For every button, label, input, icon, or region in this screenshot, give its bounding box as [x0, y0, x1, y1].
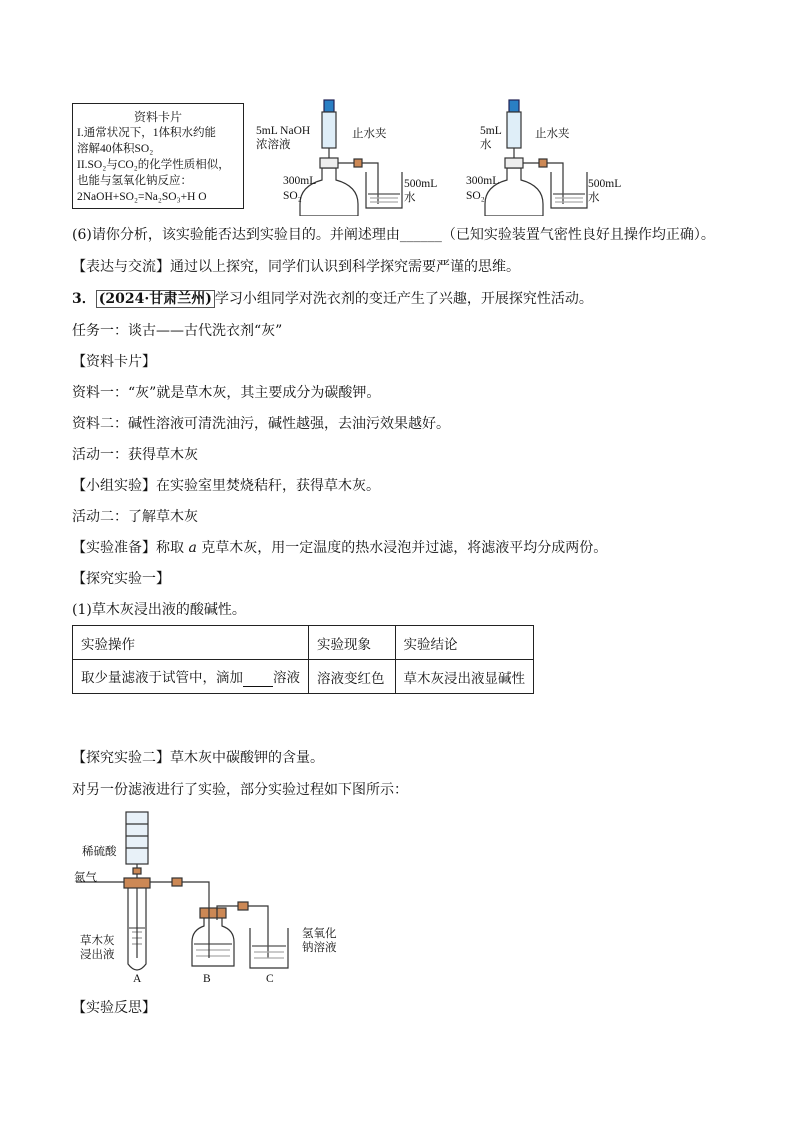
- naoh-solution-label-2: 钠溶液: [302, 942, 337, 954]
- naoh-solution-label: 氢氧化: [302, 928, 337, 940]
- question-3: [72, 290, 593, 308]
- question-source: (2024·甘肃兰州): [96, 290, 215, 308]
- operation-text-a: 取少量滤液于试管中，滴加: [81, 670, 243, 686]
- ash-solution-label-2: 浸出液: [80, 949, 115, 961]
- label-c: C: [266, 973, 274, 985]
- resource-card-line: 溶解40体积SO₂: [77, 143, 154, 155]
- resource-card-title: 资料卡片: [133, 110, 182, 124]
- task-1: 任务一：谈古——古代洗衣剂“灰”: [72, 323, 283, 339]
- operation-text-b: 溶液: [273, 670, 300, 686]
- experiment-reflection: 【实验反思】: [72, 1000, 156, 1016]
- group-experiment: 【小组实验】在实验室里焚烧秸秆，获得草木灰。: [72, 478, 380, 494]
- flask-volume-label: 300mL: [283, 175, 317, 187]
- syringe-label-2: 水: [480, 139, 492, 151]
- experiment-2-heading: 【探究实验二】草木灰中碳酸钾的含量。: [72, 750, 324, 766]
- info-card-heading: 【资料卡片】: [72, 354, 156, 370]
- experiment-prep: [72, 539, 607, 557]
- flask-volume-label: 300mL: [466, 175, 500, 187]
- table-header: 实验结论: [395, 626, 534, 660]
- prep-text-b: 克草木灰，用一定温度的热水浸泡并过滤，将滤液平均分成两份。: [196, 540, 608, 556]
- table-header-row: [73, 626, 534, 660]
- table-cell-conclusion: 草木灰浸出液显碱性: [395, 660, 534, 694]
- question-stem: 学习小组同学对洗衣剂的变迁产生了兴趣，开展探究性活动。: [214, 291, 593, 307]
- beaker-volume-label: 500mL: [404, 178, 438, 190]
- answer-blank[interactable]: [243, 670, 273, 687]
- table-header: 实验现象: [309, 626, 396, 660]
- resource-card-line: 也能与氢氧化钠反应：: [77, 175, 192, 187]
- info-2: 资料二：碱性溶液可清洗油污，碱性越强，去油污效果越好。: [72, 416, 450, 432]
- syringe-label-2: 浓溶液: [256, 139, 291, 151]
- beaker-liquid-label: 水: [588, 192, 600, 204]
- experiment-2-description: 对另一份滤液进行了实验，部分实验过程如下图所示：: [72, 782, 408, 798]
- experiment-table: [72, 625, 534, 694]
- table-cell-phenomenon: 溶液变红色: [309, 660, 396, 694]
- flask-gas-label: SO₂: [283, 190, 302, 202]
- prep-variable: a: [188, 540, 197, 556]
- co2-apparatus-figure: [72, 808, 372, 988]
- question-number: 3．: [72, 291, 96, 307]
- prep-text-a: 【实验准备】称取: [72, 540, 189, 556]
- clamp-label: 止水夹: [352, 128, 387, 140]
- flask-gas-label: SO₂: [466, 190, 485, 202]
- apparatus-water-figure: [435, 96, 635, 216]
- nitrogen-label: 氮气: [74, 872, 97, 884]
- dilute-acid-label: 稀硫酸: [82, 846, 117, 858]
- table-cell-operation: [73, 660, 309, 694]
- resource-card-line: 2NaOH+SO₂=Na₂SO₃+H O: [77, 191, 207, 203]
- syringe-label: 5mL NaOH: [256, 125, 311, 137]
- apparatus-naoh-figure: [250, 96, 450, 216]
- clamp-label: 止水夹: [535, 128, 570, 140]
- activity-2: 活动二：了解草木灰: [72, 509, 198, 525]
- question-1: (1)草木灰浸出液的酸碱性。: [72, 602, 246, 618]
- beaker-liquid-label: 水: [404, 192, 416, 204]
- experiment-1-heading: 【探究实验一】: [72, 571, 170, 587]
- resource-card: [72, 103, 244, 209]
- ash-solution-label: 草木灰: [80, 935, 115, 947]
- resource-card-line: II.SO₂与CO₂的化学性质相似，: [77, 159, 230, 171]
- label-a: A: [133, 973, 142, 985]
- table-row: [73, 660, 534, 694]
- activity-1: 活动一：获得草木灰: [72, 447, 198, 463]
- table-header: 实验操作: [73, 626, 309, 660]
- beaker-volume-label: 500mL: [588, 178, 622, 190]
- resource-card-line: I.通常状况下，1体积水约能: [77, 127, 216, 139]
- expression-exchange: 【表达与交流】通过以上探究，同学们认识到科学探究需要严谨的思维。: [72, 259, 520, 275]
- info-1: 资料一：“灰”就是草木灰，其主要成分为碳酸钾。: [72, 385, 381, 401]
- syringe-label: 5mL: [480, 125, 502, 137]
- label-b: B: [203, 973, 211, 985]
- question-6: (6)请你分析，该实验能否达到实验目的。并阐述理由______（已知实验装置气密性良好且操作均正确）。: [72, 227, 715, 243]
